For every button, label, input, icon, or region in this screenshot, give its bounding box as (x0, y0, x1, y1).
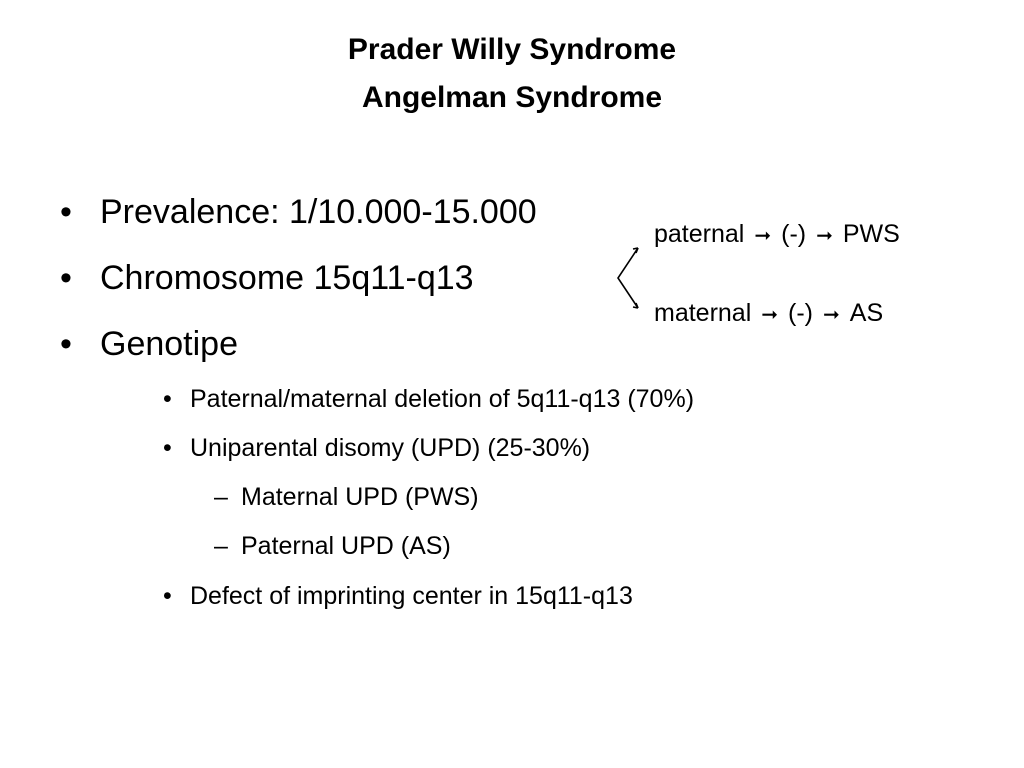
arrow-right-icon: ➞ (754, 225, 772, 247)
bullet-text: Prevalence: 1/10.000-15.000 (100, 193, 537, 231)
sub-bullet-text: Defect of imprinting center in 15q11-q13 (190, 582, 633, 610)
sub-bullet-text: Uniparental disomy (UPD) (25-30%) (190, 434, 591, 462)
effect-label: (-) (788, 299, 814, 327)
arrow-right-icon: ➞ (823, 304, 840, 326)
dash-glyph: – (214, 532, 228, 560)
bullet-glyph: • (60, 259, 72, 297)
dash-glyph: – (214, 483, 228, 511)
branch-bracket-icon (608, 230, 644, 326)
result-label: AS (849, 299, 884, 327)
sub-bullet-text: Paternal/maternal deletion of 5q11-q13 (70%) (190, 385, 695, 413)
effect-label: (-) (781, 220, 807, 248)
sub-sub-bullet-text: Paternal UPD (AS) (241, 532, 451, 560)
bullet-genotipe (60, 324, 238, 364)
slide-title (0, 26, 1024, 122)
sub-bullet-glyph: • (163, 385, 172, 413)
sub-bullet-glyph: • (163, 582, 172, 610)
sub-bullet-imprinting (163, 580, 633, 612)
sub-sub-bullet-paternal-upd (214, 530, 451, 562)
bullet-prevalence (60, 192, 537, 232)
sub-sub-bullet-maternal-upd (214, 481, 479, 513)
title-line-2: Angelman Syndrome (361, 81, 663, 114)
arrow-right-icon: ➞ (761, 304, 779, 326)
bullet-glyph: • (60, 193, 72, 231)
title-line-1: Prader Willy Syndrome (347, 33, 677, 66)
sub-bullet-deletion (163, 383, 694, 415)
result-label: PWS (842, 220, 900, 248)
inheritance-row-maternal (654, 297, 883, 331)
sub-sub-bullet-text: Maternal UPD (PWS) (241, 483, 479, 511)
bullet-chromosome (60, 258, 474, 298)
sub-bullet-glyph: • (163, 434, 172, 462)
parent-label: paternal (654, 220, 745, 248)
parent-label: maternal (654, 299, 752, 327)
bullet-glyph: • (60, 325, 72, 363)
bullet-text: Genotipe (100, 325, 238, 363)
sub-bullet-upd (163, 432, 590, 464)
arrow-right-icon: ➞ (816, 225, 833, 247)
inheritance-row-paternal (654, 218, 900, 252)
bullet-text: Chromosome 15q11-q13 (100, 259, 474, 297)
